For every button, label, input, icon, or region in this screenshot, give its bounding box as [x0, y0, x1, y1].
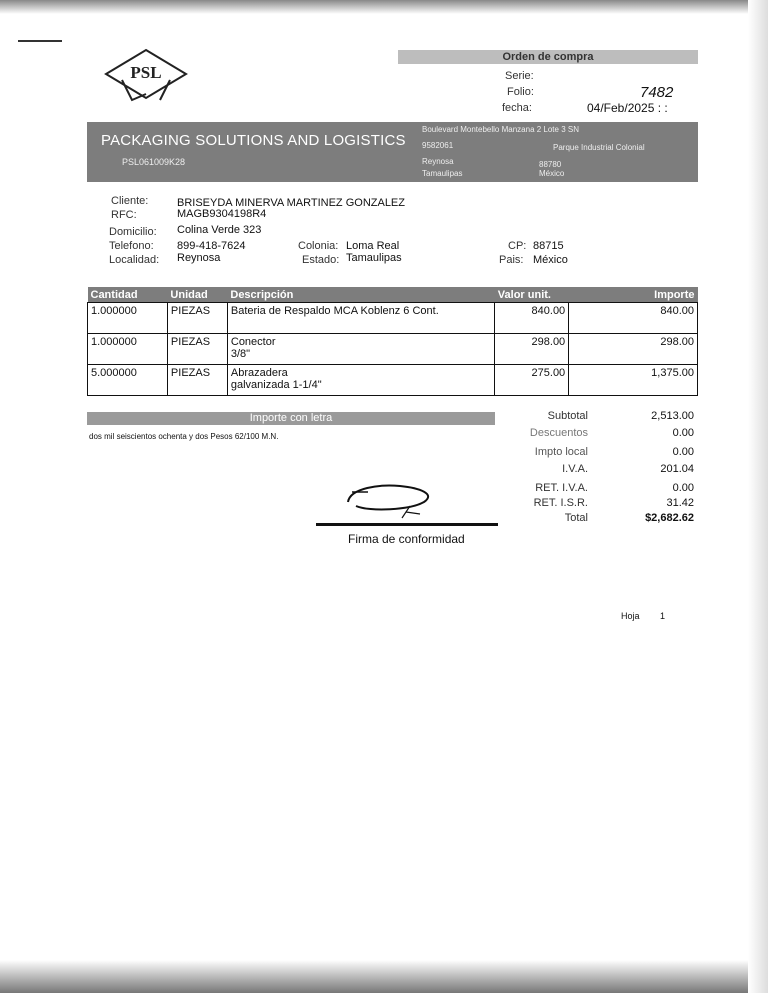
cell-valor-unit: 298.00	[495, 334, 569, 365]
header-cantidad: Cantidad	[88, 287, 168, 303]
domicilio-value: Colina Verde 323	[177, 224, 262, 236]
table-header-row	[88, 287, 698, 303]
cell-unidad: PIEZAS	[167, 303, 227, 334]
domicilio-label: Domicilio:	[109, 226, 157, 238]
cell-importe: 840.00	[569, 303, 698, 334]
colonia-value: Loma Real	[346, 240, 400, 252]
header-valor-unit: Valor unit.	[495, 287, 569, 303]
iva-value: 201.04	[660, 463, 694, 475]
rfc-value: MAGB9304198R4	[177, 208, 267, 220]
fecha-label: fecha:	[502, 102, 532, 114]
signature-scribble	[340, 478, 440, 522]
localidad-value: Reynosa	[177, 252, 221, 264]
company-street: Boulevard Montebello Manzana 2 Lote 3 SN	[422, 125, 579, 134]
folio-value: 7482	[640, 84, 674, 101]
cell-unidad: PIEZAS	[167, 334, 227, 365]
total-label: Total	[564, 512, 588, 524]
company-country: México	[539, 169, 565, 178]
ret-isr-value: 31.42	[666, 497, 694, 509]
company-rfc: PSL061009K28	[122, 157, 186, 167]
rfc-label: RFC:	[111, 209, 137, 221]
cliente-value: BRISEYDA MINERVA MARTINEZ GONZALEZ	[177, 197, 405, 209]
descuentos-value: 0.00	[672, 427, 694, 439]
cell-unidad: PIEZAS	[167, 365, 227, 396]
telefono-label: Telefono:	[109, 240, 154, 252]
ret-iva-value: 0.00	[672, 482, 694, 494]
cp-label: CP:	[508, 240, 527, 252]
impto-local-label: Impto local	[534, 446, 588, 458]
cell-descripcion: Abrazadera galvanizada 1-1/4"	[227, 365, 494, 396]
total-value: $2,682.62	[645, 512, 694, 524]
subtotal-value: 2,513.00	[651, 410, 694, 422]
cell-descripcion: Bateria de Respaldo MCA Koblenz 6 Cont.	[227, 303, 494, 334]
ret-isr-label: RET. I.S.R.	[533, 497, 588, 509]
company-state: Tamaulipas	[422, 169, 463, 178]
amount-words-header: Importe con letra	[87, 412, 495, 425]
cell-cantidad: 1.000000	[88, 334, 168, 365]
iva-label: I.V.A.	[562, 463, 588, 475]
estado-value: Tamaulipas	[346, 252, 402, 264]
amount-words-text: dos mil seiscientos ochenta y dos Pesos 62/100 M.N.	[89, 432, 279, 441]
ret-iva-label: RET. I.V.A.	[535, 482, 588, 494]
order-header: Orden de compra	[398, 50, 698, 64]
header-unidad: Unidad	[167, 287, 227, 303]
header-importe: Importe	[569, 287, 698, 303]
estado-label: Estado:	[302, 254, 340, 266]
cell-importe: 1,375.00	[569, 365, 698, 396]
signature-caption: Firma de conformidad	[348, 532, 465, 546]
folio-label: Folio:	[507, 86, 534, 98]
cliente-label: Cliente:	[111, 195, 149, 207]
scan-edge-bottom	[0, 960, 768, 993]
company-logo	[102, 46, 190, 104]
cell-valor-unit: 275.00	[495, 365, 569, 396]
localidad-label: Localidad:	[109, 254, 160, 266]
page-label: Hoja	[621, 611, 640, 621]
table-row	[88, 365, 698, 396]
fecha-value: 04/Feb/2025 : :	[587, 101, 668, 115]
scan-edge-right	[748, 0, 768, 993]
page-number: 1	[660, 611, 666, 621]
company-zip: 88780	[539, 160, 562, 169]
telefono-value: 899-418-7624	[177, 240, 246, 252]
cell-valor-unit: 840.00	[495, 303, 569, 334]
cell-descripcion: Conector 3/8"	[227, 334, 494, 365]
signature-line	[316, 523, 498, 526]
pais-label: Pais:	[499, 254, 524, 266]
colonia-label: Colonia:	[298, 240, 339, 252]
subtotal-label: Subtotal	[547, 410, 588, 422]
scan-edge-top	[0, 0, 768, 14]
cell-cantidad: 5.000000	[88, 365, 168, 396]
scan-mark	[18, 40, 62, 42]
company-banner	[87, 122, 698, 182]
logo-text: PSL	[130, 63, 162, 82]
items-table	[87, 287, 698, 396]
header-descripcion: Descripción	[227, 287, 494, 303]
table-row	[88, 334, 698, 365]
company-colonia: Parque Industrial Colonial	[553, 143, 645, 152]
descuentos-label: Descuentos	[529, 427, 588, 439]
company-phone: 9582061	[422, 141, 454, 150]
cell-importe: 298.00	[569, 334, 698, 365]
company-name: PACKAGING SOLUTIONS AND LOGISTICS	[101, 132, 406, 149]
table-row	[88, 303, 698, 334]
impto-local-value: 0.00	[672, 446, 694, 458]
serie-label: Serie:	[505, 70, 534, 82]
cell-cantidad: 1.000000	[88, 303, 168, 334]
cp-value: 88715	[533, 240, 564, 252]
company-city: Reynosa	[422, 157, 454, 166]
pais-value: México	[533, 254, 568, 266]
